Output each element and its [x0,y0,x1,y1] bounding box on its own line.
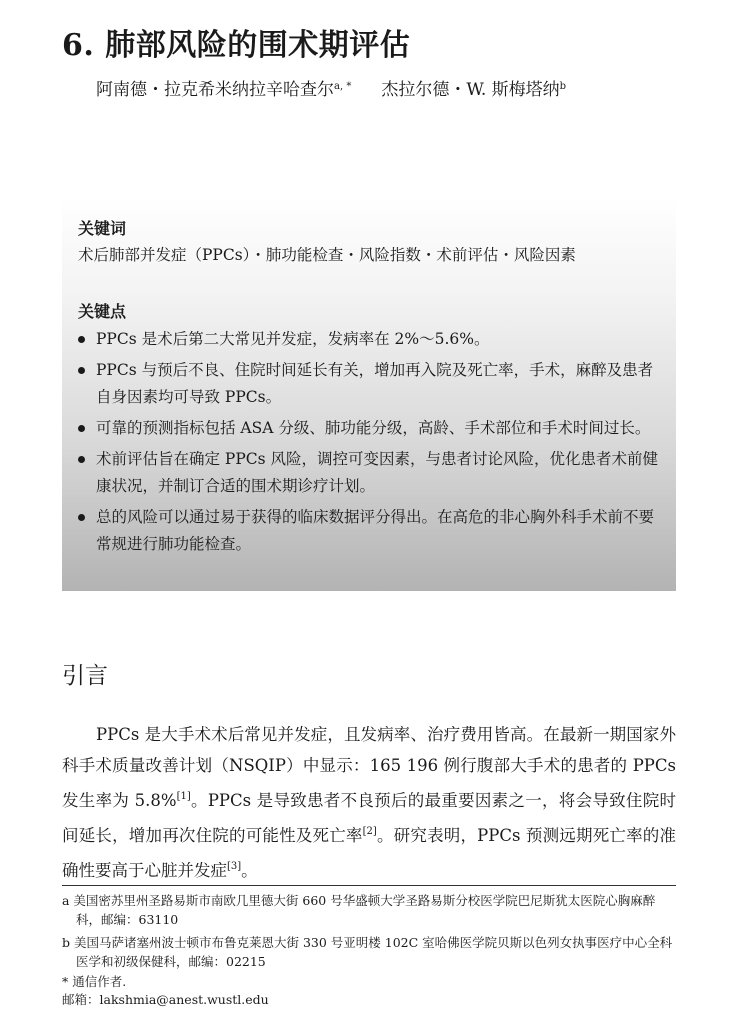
footnote-affiliation-a [62,891,676,929]
keywords-text: 术后肺部并发症（PPCs）・肺功能检查・风险指数・术前评估・风险因素 [78,246,576,264]
intro-text: PPCs 是大手术术后常见并发症，且发病率、治疗费用皆高。在最新一期国家外科手术质量改善计划（NSQIP）中显示：165 196 例行腹部大手术的患者的 PPCs 发生率为 5.8% [62,725,676,810]
keypoint-text: 总的风险可以通过易于获得的临床数据评分得出。在高危的非心胸外科手术前不要常规进行肺功能检查。 [96,508,655,553]
author-name: 杰拉尔德・W. 斯梅塔纳 [381,80,560,100]
keypoint-text: 术前评估旨在确定 PPCs 风险，调控可变因素，与患者讨论风险，优化患者术前健康状况，并制订合适的围术期诊疗计划。 [96,450,659,495]
bullet-icon [78,425,85,432]
author-name: 阿南德・拉克希米纳拉辛哈查尔 [96,80,334,100]
author-line [96,75,566,102]
keypoints-list [78,326,663,562]
keypoint-item [78,326,663,353]
citation-ref[interactable]: [3] [227,861,242,872]
author-affiliation-mark: b [559,81,567,92]
footnote-text: a 美国密苏里州圣路易斯市南欧几里德大街 660 号华盛顿大学圣路易斯分校医学院巴尼斯犹太医院心胸麻醉科，邮编：63110 [62,893,656,927]
author-affiliation-mark: a, * [334,81,352,92]
section-heading-introduction: 引言 [62,663,108,689]
bullet-icon [78,514,85,521]
keypoint-item [78,446,663,500]
footnote-text: b 美国马萨诸塞州波士顿市布鲁克莱恩大街 330 号亚明楼 102C 室哈佛医学院贝斯以色列女执事医疗中心全科医学和初级保健科，邮编：02215 [62,935,673,969]
keypoint-item [78,504,663,558]
keypoints-heading: 关键点 [78,302,127,321]
keypoint-item [78,357,663,411]
chapter-title: 6. 肺部风险的围术期评估 [62,28,411,63]
keywords-heading: 关键词 [78,219,127,238]
keypoint-text: PPCs 是术后第二大常见并发症，发病率在 2%～5.6%。 [96,330,490,348]
intro-text: 。 [241,861,258,880]
keypoint-text: 可靠的预测指标包括 ASA 分级、肺功能分级，高龄、手术部位和手术时间过长。 [96,419,651,437]
summary-box [62,196,676,591]
bullet-icon [78,456,85,463]
citation-ref[interactable]: [1] [176,791,191,802]
footnote-divider [62,885,676,886]
footnote-email[interactable]: 邮箱：lakshmia@anest.wustl.edu [62,992,269,1007]
footnote-affiliation-b [62,933,676,971]
bullet-icon [78,367,85,374]
intro-text: 。PPCs 是导致患者不良预后的最重要因素之一，将会导致住院时间延长，增加再次住院的可能性及死亡率 [62,791,676,845]
bullet-icon [78,336,85,343]
keypoint-text: PPCs 与预后不良、住院时间延长有关，增加再入院及死亡率，手术，麻醉及患者自身因素均可导致 PPCs。 [96,361,654,406]
citation-ref[interactable]: [2] [362,826,377,837]
footnote-corresponding: * 通信作者. [62,974,127,989]
intro-paragraph [62,719,676,886]
intro-text: 。研究表明，PPCs 预测远期死亡率的准确性要高于心脏并发症 [62,826,676,880]
keypoint-item [78,415,663,442]
